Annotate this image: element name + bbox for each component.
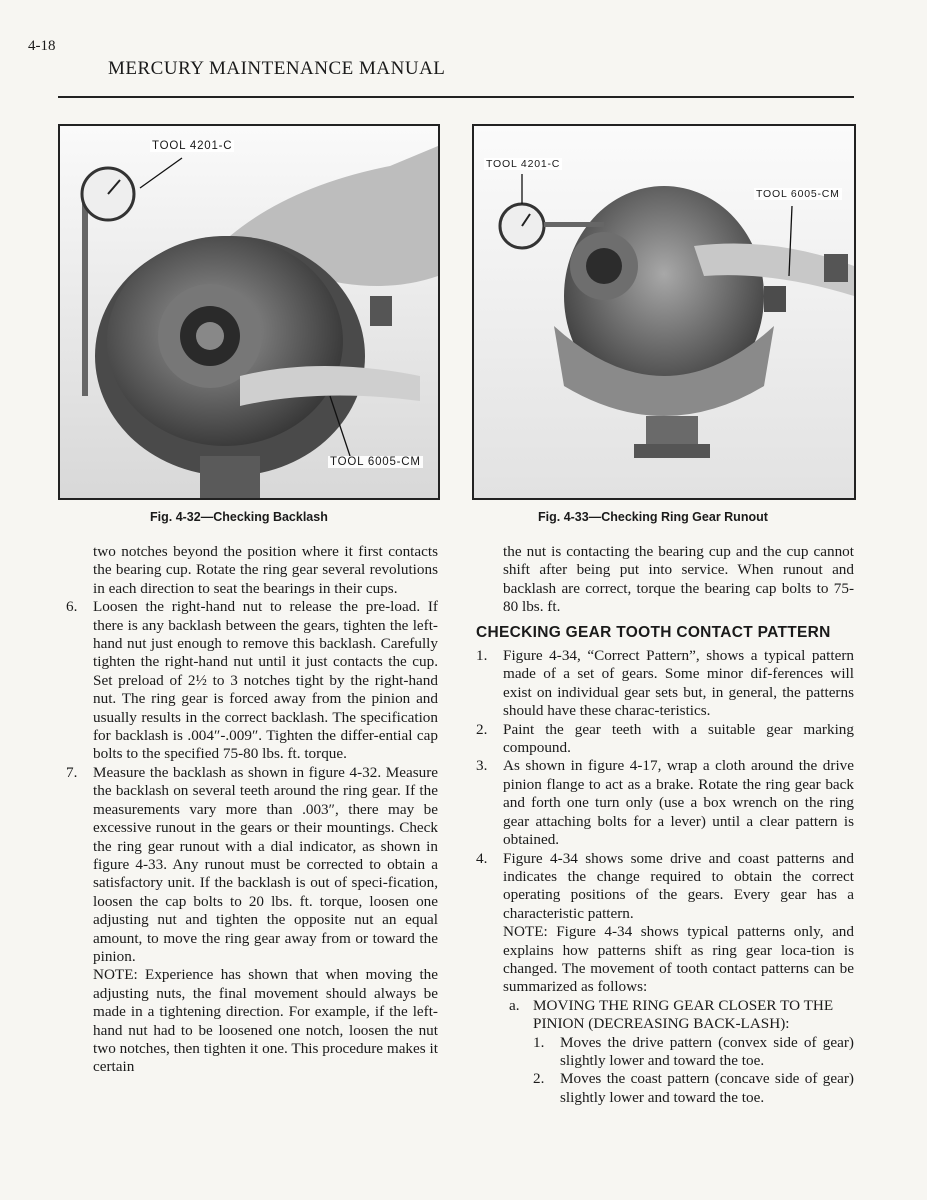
list-item-text: Measure the backlash as shown in figure 4-32. Measure the backlash on several teeth around the ring gear. If the measurements vary more than .003″, there may be excessive runout in the gears or their mountings. Check the ring gear runout with a dial indicator, as shown in figure 4-33. Any runout must be corrected to obtain a satisfactory unit. If the backlash is out of speci-fication, loosen the cap bolts to 20 lbs. ft. torque, loosen one adjusting nut and tighten the opposite nut an equal amount, to move the ring gear away from or toward the pinion. xyxy=(93,763,438,965)
callout-tool-6005-cm: TOOL 6005-CM xyxy=(756,188,840,200)
callout-tool-4201-c: TOOL 4201-C xyxy=(486,158,561,170)
page-number: 4-18 xyxy=(28,38,56,54)
list-item-number: 4. xyxy=(476,849,488,867)
figure-caption: Fig. 4-32—Checking Backlash xyxy=(150,510,328,524)
callout-tool-4201-c: TOOL 4201-C xyxy=(152,140,233,152)
figure-caption: Fig. 4-33—Checking Ring Gear Runout xyxy=(538,510,768,524)
list-item-text: Figure 4-34 shows some drive and coast patterns and indicates the change required to obtain the correct operating positions of the gears. Every gear has a characteristic pattern. xyxy=(503,849,854,922)
figure-4-32-photo xyxy=(58,124,440,500)
list-item xyxy=(476,647,854,721)
list-item-text: Paint the gear teeth with a suitable gear marking compound. xyxy=(503,720,854,757)
sub-sub-list-item xyxy=(476,1070,854,1107)
list-item xyxy=(476,757,854,849)
list-item xyxy=(66,764,438,966)
list-item-text: As shown in figure 4-17, wrap a cloth around the drive pinion flange to act as a brake. Rotate the ring gear back and forth one turn only (use a box wrench on the ring gear attaching bolts for a lever) until a clear pattern is obtained. xyxy=(503,757,854,849)
note-paragraph: NOTE: Experience has shown that when moving the adjusting nuts, the final movement should always be made in a tightening direction. For example, if the left-hand nut had to be loosened one notch, loosen the nut two notches, then tighten it one. This procedure makes it certain xyxy=(93,966,438,1076)
sub-sub-list-item-number: 1. xyxy=(533,1033,545,1051)
paragraph: the nut is contacting the bearing cup and the cup cannot shift after being put into service. When runout and backlash are correct, torque the bearing cap bolts to 75-80 lbs. ft. xyxy=(503,543,854,616)
sub-sub-list-item-number: 2. xyxy=(533,1070,545,1088)
sub-list-item-text: MOVING THE RING GEAR CLOSER TO THE PINION (DECREASING BACK-LASH): xyxy=(533,996,834,1033)
list-item-number: 1. xyxy=(476,647,488,665)
list-item-text: Loosen the right-hand nut to release the pre-load. If there is any backlash between the gears, tighten the left-hand nut just enough to remove this backlash. Carefully tighten the right-hand nut until it just contacts the cup. Set preload of 2½ to 3 notches tight by the right-hand nut. The ring gear is forced away from the pinion and usually results in the correct backlash. The specification for backlash is .004″-.009″. Tighten the differ-ential cap bolts to the specified 75-80 lbs. ft. torque. xyxy=(93,598,438,763)
sub-sub-list-item xyxy=(476,1034,854,1071)
list-item xyxy=(66,598,438,764)
runout-photo-illustration xyxy=(474,126,854,498)
right-text-column xyxy=(476,543,854,1107)
backlash-photo-illustration xyxy=(60,126,438,498)
list-item-number: 2. xyxy=(476,720,488,738)
sub-sub-list-item-text: Moves the drive pattern (convex side of gear) slightly lower and toward the toe. xyxy=(560,1033,854,1069)
sub-list-item xyxy=(476,997,854,1034)
figure-4-33-photo xyxy=(472,124,856,500)
manual-title: MERCURY MAINTENANCE MANUAL xyxy=(108,58,446,79)
sub-list-item-letter: a. xyxy=(509,996,520,1014)
list-item xyxy=(476,721,854,758)
list-item xyxy=(476,850,854,924)
section-heading: CHECKING GEAR TOOTH CONTACT PATTERN xyxy=(476,623,831,641)
paragraph: two notches beyond the position where it first contacts the bearing cup. Rotate the ring gear several revolutions in each direction to seat the bearings in their cups. xyxy=(93,543,438,597)
list-item-text: Figure 4-34, “Correct Pattern”, shows a typical pattern made of a set of gears. Some minor dif-ferences will exist on individual gear sets but, in general, the patterns should have these charac-teristics. xyxy=(503,647,854,720)
note-paragraph: NOTE: Figure 4-34 shows typical patterns only, and explains how patterns shift as ring gear loca-tion is changed. The movement of tooth contact patterns can be summarized as follows: xyxy=(503,923,854,996)
header-rule xyxy=(58,96,854,98)
callout-tool-6005-cm: TOOL 6005-CM xyxy=(330,456,421,468)
list-item-number: 7. xyxy=(66,763,78,781)
sub-sub-list-item-text: Moves the coast pattern (concave side of gear) slightly lower and toward the toe. xyxy=(560,1070,854,1106)
list-item-number: 3. xyxy=(476,757,488,775)
left-text-column xyxy=(66,543,438,1077)
list-item-number: 6. xyxy=(66,598,78,616)
